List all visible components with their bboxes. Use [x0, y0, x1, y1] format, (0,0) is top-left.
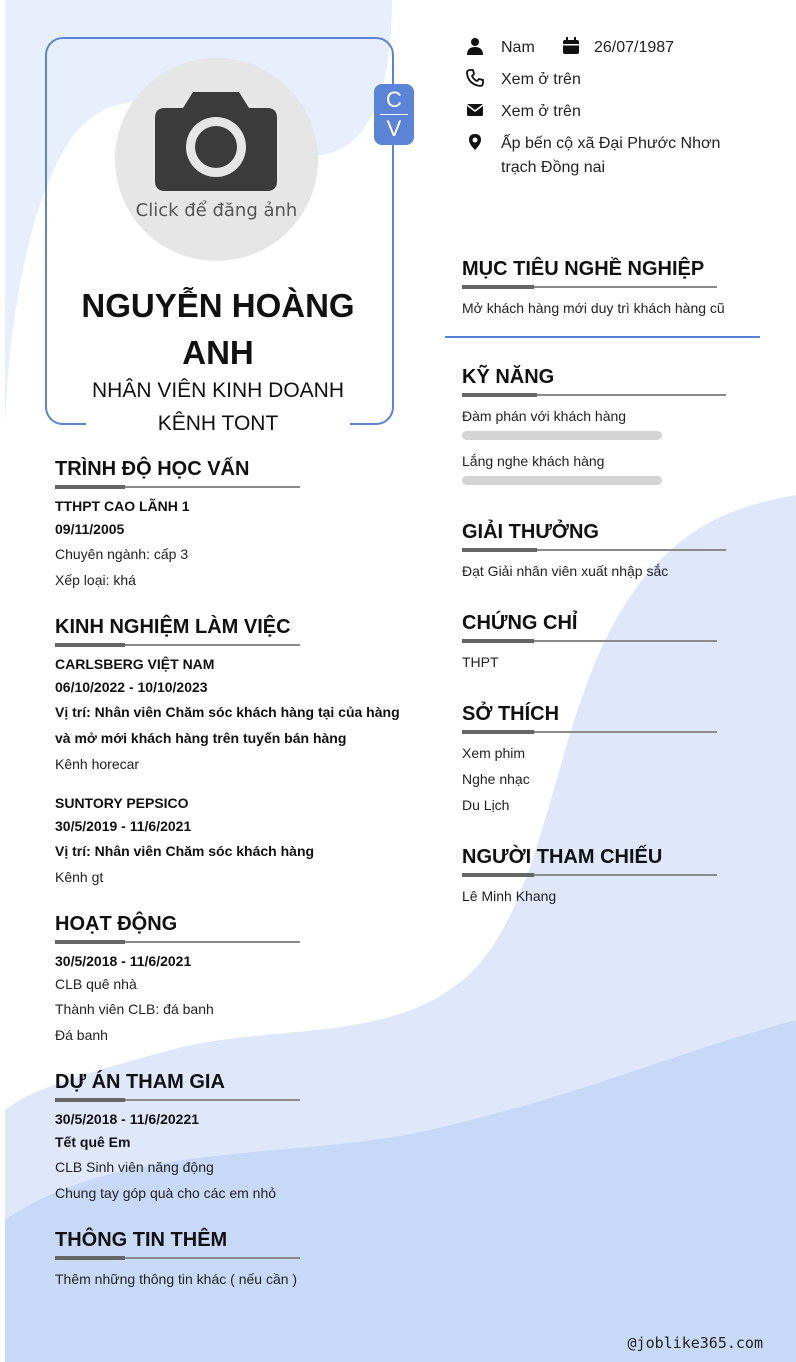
- education-heading: TRÌNH ĐỘ HỌC VẤN: [55, 458, 250, 480]
- activities-detail: Đá banh: [55, 1027, 108, 1043]
- experience-rule: [55, 644, 300, 646]
- contact-phone: [466, 68, 581, 92]
- education-grade: Xếp loại: khá: [55, 572, 136, 588]
- skill-2-bar: [462, 476, 662, 485]
- projects-detail: Chung tay góp quà cho các em nhỏ: [55, 1185, 277, 1201]
- projects-rule: [55, 1099, 300, 1101]
- cv-badge-bottom: V: [386, 116, 402, 141]
- avatar-upload[interactable]: [115, 58, 318, 261]
- hobby-item: Xem phim: [462, 745, 526, 761]
- job-1-detail: Kênh horecar: [55, 756, 140, 772]
- skill-2-label: Lắng nghe khách hàng: [462, 453, 605, 469]
- candidate-name: [60, 282, 376, 376]
- awards-heading: GIẢI THƯỞNG: [462, 521, 599, 543]
- site-watermark: @joblike365.com: [627, 1334, 763, 1352]
- activities-date: 30/5/2018 - 11/6/2021: [55, 953, 192, 969]
- calendar-icon: [562, 37, 580, 55]
- hobby-item: Nghe nhạc: [462, 771, 530, 787]
- projects-heading: DỰ ÁN THAM GIA: [55, 1071, 225, 1093]
- job-2-detail: Kênh gt: [55, 869, 104, 885]
- experience-heading: KINH NGHIỆM LÀM VIỆC: [55, 616, 291, 638]
- birthdate-value: 26/07/1987: [594, 39, 675, 56]
- job-2-company: SUNTORY PEPSICO: [55, 795, 189, 811]
- skill-1-label: Đàm phán với khách hàng: [462, 408, 627, 424]
- references-heading: NGƯỜI THAM CHIẾU: [462, 846, 663, 868]
- skills-rule: [462, 394, 726, 396]
- hobbies-heading: SỞ THÍCH: [462, 703, 560, 725]
- objective-heading: MỤC TIÊU NGHỀ NGHIỆP: [462, 258, 705, 280]
- education-school: TTHPT CAO LÃNH 1: [55, 498, 190, 514]
- projects-org: CLB Sinh viên năng động: [55, 1159, 214, 1175]
- cv-badge-top: C: [386, 87, 402, 112]
- contact-email: [466, 100, 581, 124]
- avatar-upload-label: Click để đăng ảnh: [135, 200, 298, 221]
- hobby-item: Du Lịch: [462, 797, 510, 813]
- objective-rule: [462, 286, 717, 288]
- extra-rule: [55, 1257, 300, 1259]
- name-line-1: NGUYỄN HOÀNG: [81, 287, 355, 324]
- contact-gender: [466, 36, 535, 60]
- certificates-rule: [462, 640, 717, 642]
- phone-value: Xem ở trên: [501, 71, 581, 88]
- references-text: Lê Minh Khang: [462, 888, 557, 904]
- name-line-2: ANH: [182, 334, 254, 371]
- job-1-position-line-2: và mở mới khách hàng trên tuyến bán hàng: [55, 730, 347, 746]
- contact-birthdate: [562, 36, 674, 60]
- projects-name: Tết quê Em: [55, 1134, 131, 1150]
- job-2-position: Vị trí: Nhân viên Chăm sóc khách hàng: [55, 843, 315, 859]
- awards-rule: [462, 549, 726, 551]
- job-title-line-2: KÊNH TONT: [157, 412, 279, 435]
- objective-text: Mở khách hàng mới duy trì khách hàng cũ: [462, 300, 725, 316]
- job-1-company: CARLSBERG VIỆT NAM: [55, 656, 215, 672]
- job-title-line-1: NHÂN VIÊN KINH DOANH: [91, 379, 345, 402]
- address-line-2: trạch Đồng nai: [501, 159, 606, 176]
- job-title: [60, 374, 376, 440]
- cv-badge: [374, 84, 414, 145]
- address-value: [501, 132, 720, 180]
- skill-1-bar: [462, 431, 662, 440]
- person-icon: [466, 37, 484, 55]
- activities-heading: HOẠT ĐỘNG: [55, 913, 178, 935]
- address-line-1: Ấp bến cộ xã Đại Phước Nhơn: [501, 135, 721, 152]
- phone-icon: [466, 69, 484, 87]
- objective-divider: [445, 336, 760, 338]
- job-1-position-line-1: Vị trí: Nhân viên Chăm sóc khách hàng tại của hàng: [55, 704, 400, 720]
- activities-org: CLB quê nhà: [55, 976, 137, 992]
- contact-address: [466, 132, 720, 180]
- email-value: Xem ở trên: [501, 103, 581, 120]
- map-pin-icon: [466, 133, 484, 151]
- job-2-date: 30/5/2019 - 11/6/2021: [55, 818, 192, 834]
- education-major: Chuyên ngành: cấp 3: [55, 546, 189, 562]
- education-date: 09/11/2005: [55, 521, 125, 537]
- activities-rule: [55, 941, 300, 943]
- awards-text: Đạt Giải nhân viên xuất nhập sắc: [462, 563, 669, 579]
- envelope-icon: [466, 101, 484, 119]
- extra-text: Thêm những thông tin khác ( nếu cần ): [55, 1271, 298, 1287]
- activities-role: Thành viên CLB: đá banh: [55, 1001, 214, 1017]
- projects-date: 30/5/2018 - 11/6/20221: [55, 1111, 200, 1127]
- extra-heading: THÔNG TIN THÊM: [55, 1229, 228, 1251]
- hobbies-rule: [462, 731, 717, 733]
- skills-heading: KỸ NĂNG: [462, 366, 555, 388]
- education-rule: [55, 486, 300, 488]
- certificates-heading: CHỨNG CHỈ: [462, 612, 578, 634]
- gender-value: Nam: [501, 39, 535, 56]
- references-rule: [462, 874, 717, 876]
- job-1-date: 06/10/2022 - 10/10/2023: [55, 679, 208, 695]
- camera-icon: [155, 86, 277, 193]
- certificates-text: THPT: [462, 654, 499, 670]
